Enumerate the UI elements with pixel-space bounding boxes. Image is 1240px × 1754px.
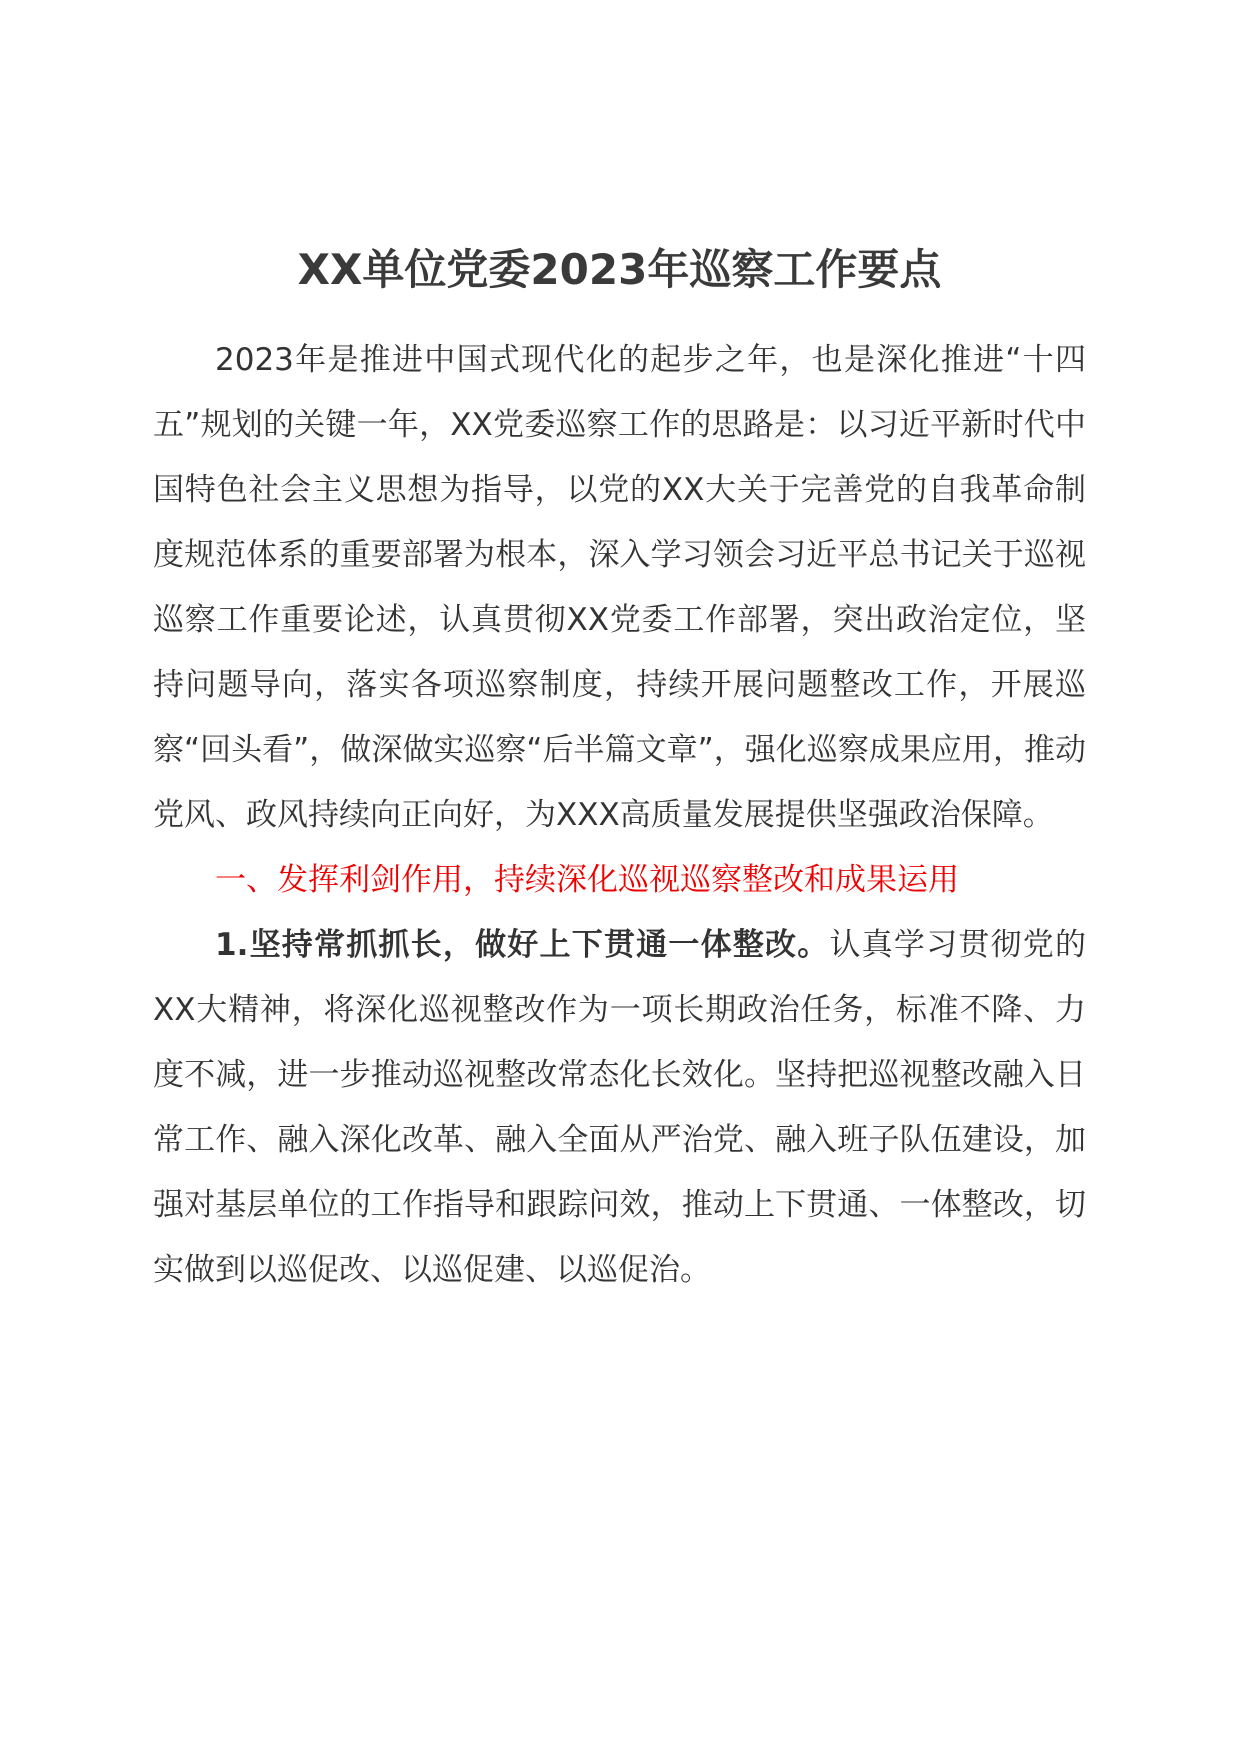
document-body — [153, 240, 1086, 1303]
item-paragraph-1 — [153, 913, 1086, 1303]
item-lead-1: 1.坚持常抓抓长，做好上下贯通一体整改。 — [215, 927, 830, 963]
item-body-1: 认真学习贯彻党的XX大精神，将深化巡视整改作为一项长期政治任务，标准不降、力度不减，进一步推动巡视整改常态化长效化。坚持把巡视整改融入日常工作、融入深化改革、融入全面从严治党、融入班子队伍建设，加强对基层单位的工作指导和跟踪问效，推动上下贯通、一体整改，切实做到以巡促改、以巡促建、以巡促治。 — [153, 927, 1086, 1288]
intro-paragraph: 2023年是推进中国式现代化的起步之年，也是深化推进“十四五”规划的关键一年，XX党委巡察工作的思路是：以习近平新时代中国特色社会主义思想为指导，以党的XX大关于完善党的自我革命制度规范体系的重要部署为根本，深入学习领会习近平总书记关于巡视巡察工作重要论述，认真贯彻XX党委工作部署，突出政治定位，坚持问题导向，落实各项巡察制度，持续开展问题整改工作，开展巡察“回头看”，做深做实巡察“后半篇文章”，强化巡察成果应用，推动党风、政风持续向正向好，为XXX高质量发展提供坚强政治保障。 — [153, 342, 1086, 833]
document-title: XX单位党委2023年巡察工作要点 — [297, 245, 942, 294]
section-heading-1: 一、发挥利剑作用，持续深化巡视巡察整改和成果运用 — [215, 862, 959, 898]
